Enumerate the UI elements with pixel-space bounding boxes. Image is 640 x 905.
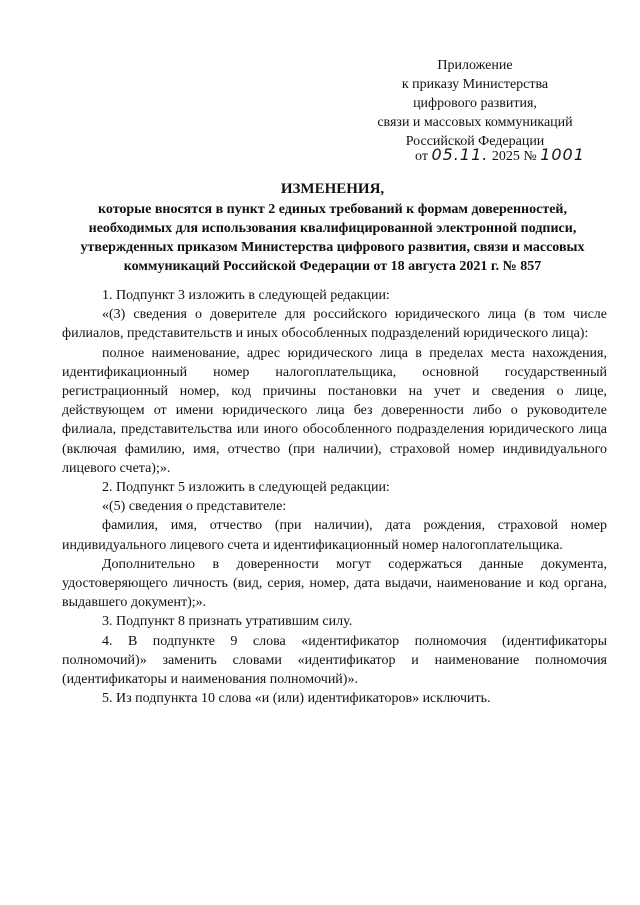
- body-paragraph: 2. Подпункт 5 изложить в следующей редакции:: [102, 480, 390, 496]
- title-line: утвержденных приказом Министерства цифрового развития, связи и массовых: [80, 240, 585, 255]
- document-body: [62, 286, 607, 708]
- appendix-header-line: к приказу Министерства: [401, 77, 549, 92]
- body-paragraph: фамилия, имя, отчество (при наличии), дата рождения, страховой номер индивидуального лицевого счета и идентификационный номер налогоплательщика.: [62, 518, 607, 553]
- handwritten-order-date: 05.11.: [431, 145, 489, 164]
- appendix-header-line: цифрового развития,: [413, 96, 537, 111]
- order-prefix: от: [415, 149, 428, 164]
- order-year: 2025 №: [491, 149, 537, 164]
- document-title: [60, 180, 605, 276]
- order-reference: [415, 145, 585, 166]
- title-main: ИЗМЕНЕНИЯ,: [280, 181, 385, 197]
- body-paragraph: «(5) сведения о представителе:: [102, 499, 287, 515]
- handwritten-order-number: 1001: [540, 145, 585, 164]
- appendix-header: [350, 56, 600, 151]
- title-line: необходимых для использования квалифицированной электронной подписи,: [88, 221, 577, 236]
- title-line: которые вносятся в пункт 2 единых требований к формам доверенностей,: [98, 202, 567, 217]
- appendix-header-line: Приложение: [437, 58, 513, 73]
- body-paragraph: 4. В подпункте 9 слова «идентификатор полномочия (идентификаторы полномочий)» заменить словами «идентификатор и наименование полномочия (идентификаторы и наименования полномочий)».: [62, 633, 607, 688]
- body-paragraph: 1. Подпункт 3 изложить в следующей редакции:: [102, 288, 390, 303]
- body-paragraph: «(3) сведения о доверителе для российского юридического лица (в том числе филиалов, представительств и иных обособленных подразделений юридического лица):: [62, 307, 607, 342]
- appendix-header-line: связи и массовых коммуникаций: [377, 115, 573, 130]
- body-paragraph: 3. Подпункт 8 признать утратившим силу.: [102, 614, 353, 630]
- title-line: коммуникаций Российской Федерации от 18 августа 2021 г. № 857: [123, 259, 542, 274]
- body-paragraph: 5. Из подпункта 10 слова «и (или) идентификаторов» исключить.: [102, 691, 491, 707]
- appendix-header-line: Российской Федерации: [405, 134, 545, 149]
- body-paragraph: полное наименование, адрес юридического лица в пределах места нахождения, идентификационный номер налогоплательщика, основной государственный регистрационный номер, код причины постановки на учет и сведения о лице, действующем от имени юридического лица без доверенности либо о руководителе филиала, представительства или иного обособленного подразделения юридического лица (включая фамилию, имя, отчество (при наличии), страховой номер индивидуального лицевого счета);».: [62, 345, 607, 476]
- body-paragraph: Дополнительно в доверенности могут содержаться данные документа, удостоверяющего личность (вид, серия, номер, дата выдачи, наименование и код органа, выдавшего документ);».: [62, 556, 607, 611]
